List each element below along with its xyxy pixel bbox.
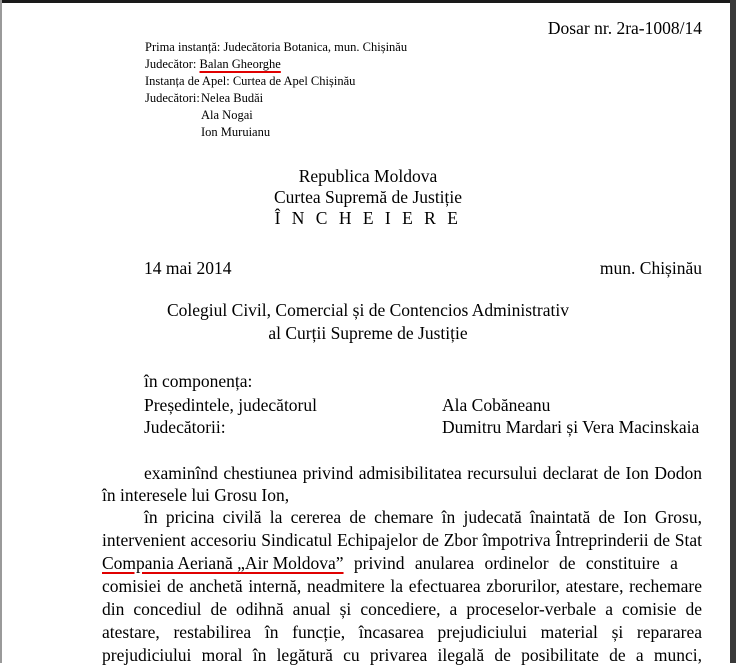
paragraph-2-line-5: din concediul de odihnă anual și concediere, a proceselor-verbale a comisie de xyxy=(102,599,702,619)
country-title: Republica Moldova xyxy=(298,166,438,186)
president-label: Președintele, judecătorul xyxy=(144,395,317,415)
appeal-court: Instanța de Apel: Curtea de Apel Chișinău xyxy=(145,74,356,88)
appeal-judge-1: Nelea Budăi xyxy=(201,91,264,105)
document-type: Î N C H E I E R E xyxy=(274,208,462,228)
paragraph-2-line-1: în pricina civilă la cererea de chemare în judecată înaintată de Ion Grosu, xyxy=(144,507,702,527)
judges-label: Judecătorii: xyxy=(144,417,226,437)
paragraph-1-line-2: în interesele lui Grosu Ion, xyxy=(102,485,290,505)
first-instance-judge xyxy=(145,56,281,73)
paragraph-2-line-4: comisiei de anchetă internă, neadmitere la efectuarea zborurilor, atestare, rechemare xyxy=(102,576,702,596)
judge-name: Balan Gheorghe xyxy=(199,57,281,71)
judges-names: Dumitru Mardari și Vera Macinskaia xyxy=(442,417,700,437)
document-place: mun. Chișinău xyxy=(599,258,702,278)
paragraph-2-line-3 xyxy=(102,552,678,574)
document-date: 14 mai 2014 xyxy=(144,258,232,278)
first-instance: Prima instanță: Judecătoria Botanica, mun. Chișinău xyxy=(145,40,408,54)
paragraph-2-line-7: prejudiciului moral în legătură cu privarea ilegală de posibilitate de a munci, xyxy=(102,645,702,665)
appeal-judges-label: Judecători: xyxy=(145,91,200,105)
paragraph-2-line-3-rest: privind anularea ordinelor de constituire a xyxy=(343,553,678,573)
court-title: Curtea Supremă de Justiție xyxy=(273,187,463,207)
paragraph-2-line-6: atestare, restabilirea în funcție, încasarea prejudiciului material și repararea xyxy=(102,622,702,642)
company-name: Compania Aeriană „Air Moldova” xyxy=(102,553,344,573)
president-name: Ala Cobăneanu xyxy=(442,395,551,415)
appeal-judge-2: Ala Nogai xyxy=(201,108,253,122)
judge-label: Judecător: xyxy=(145,57,200,71)
paragraph-1-line-1: examinînd chestiunea privind admisibilitatea recursului declarat de Ion Dodon xyxy=(144,463,702,483)
paragraph-2-line-2: intervenient accesoriu Sindicatul Echipajelor de Zbor împotriva Întreprinderii de Stat xyxy=(102,530,702,550)
composition-heading: în componența: xyxy=(144,371,253,391)
file-number: Dosar nr. 2ra-1008/14 xyxy=(547,18,702,38)
college-line-2: al Curții Supreme de Justiție xyxy=(268,323,468,343)
college-line-1: Colegiul Civil, Comercial și de Contencios Administrativ xyxy=(167,300,569,320)
appeal-judge-3: Ion Muruianu xyxy=(201,125,271,139)
page-frame-top xyxy=(0,0,736,3)
